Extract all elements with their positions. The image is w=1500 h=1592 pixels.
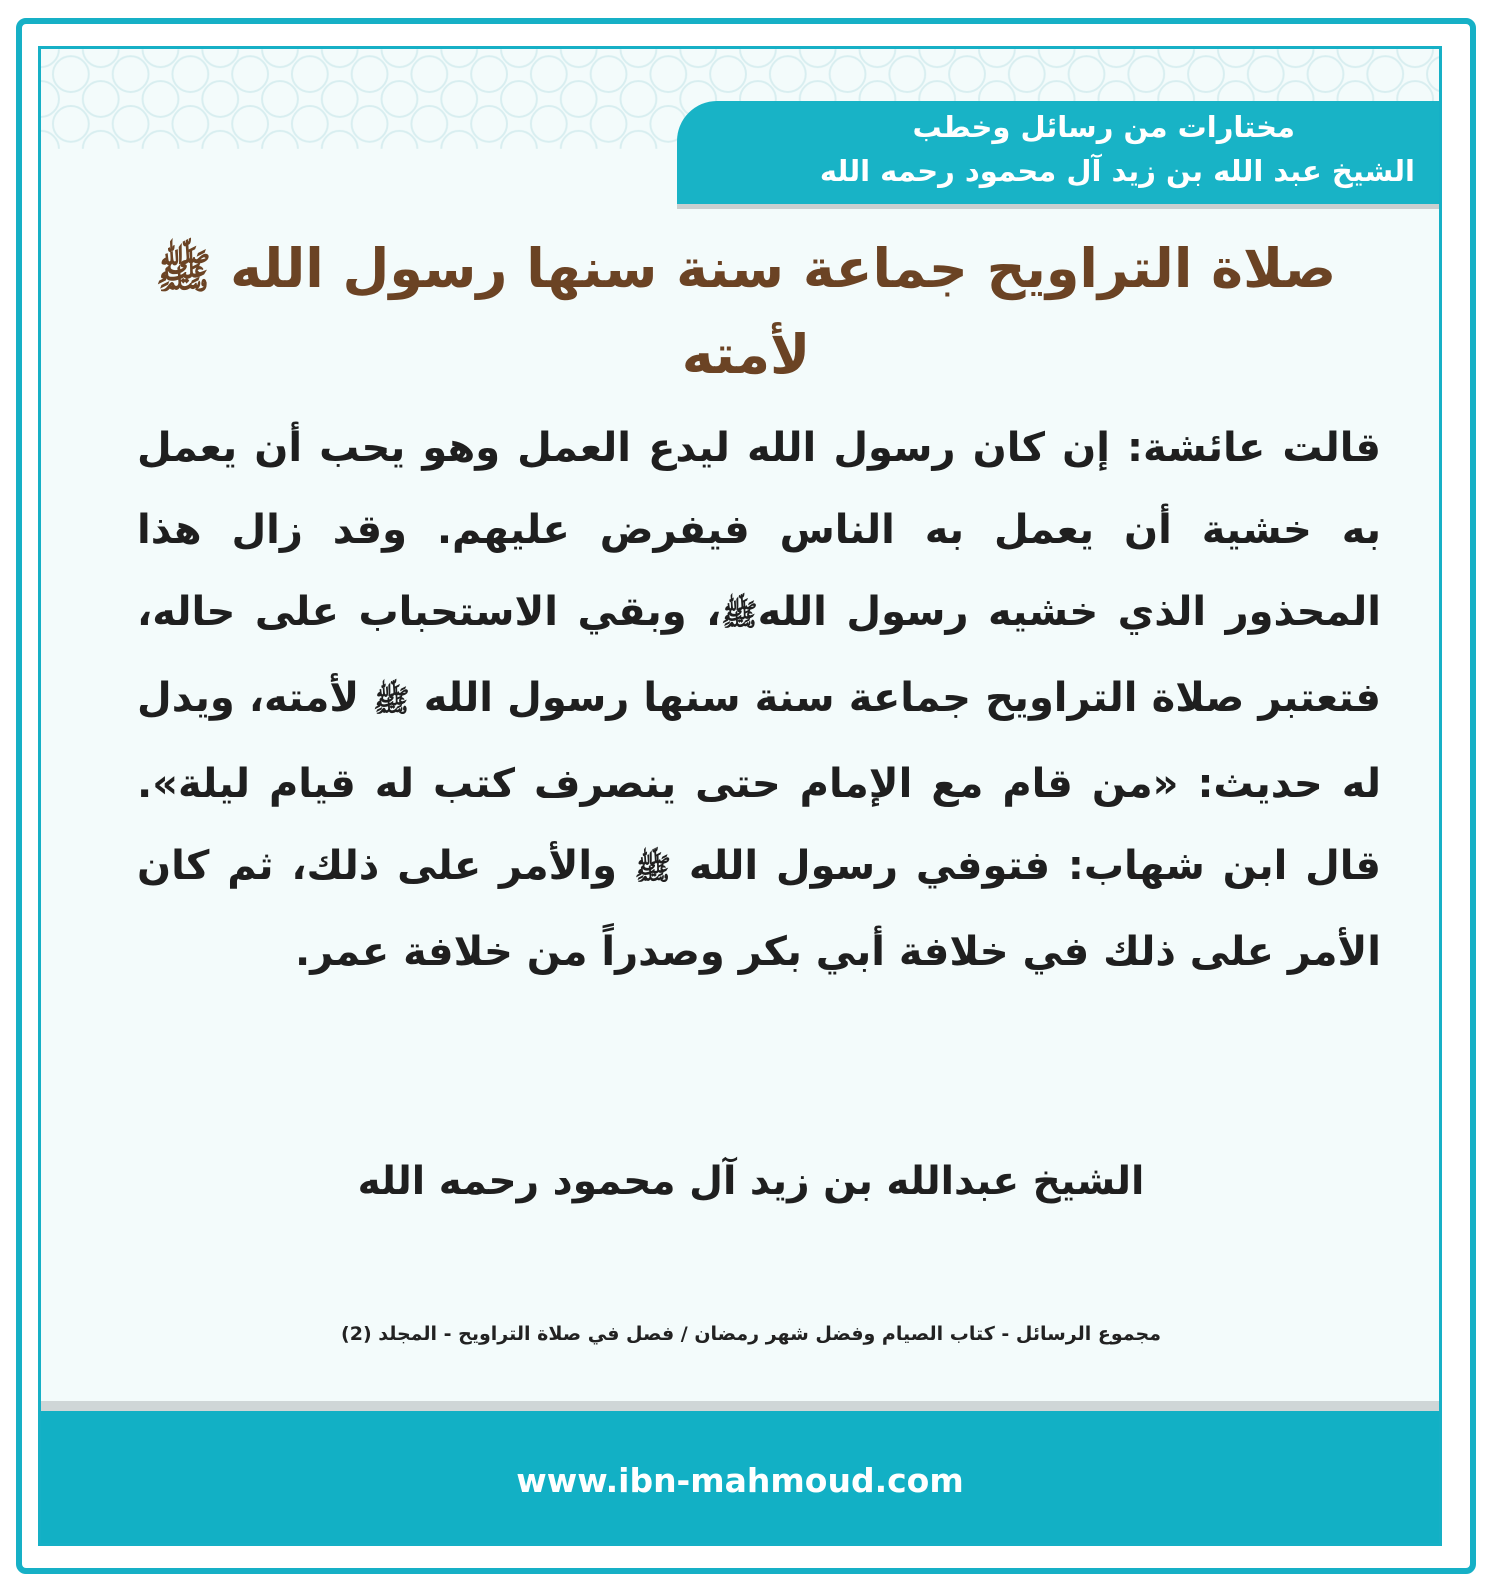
- pbuh-glyph: ﷺ: [721, 598, 758, 633]
- pbuh-glyph: ﷺ: [155, 244, 212, 298]
- title-text: صلاة التراويح جماعة سنة سنها رسول الله: [230, 237, 1337, 300]
- footer-bar: [41, 1411, 1439, 1546]
- pbuh-glyph: ﷺ: [634, 852, 672, 887]
- title-text-end: لأمته: [681, 323, 811, 386]
- header-author: الشيخ عبد الله بن زيد آل محمود رحمه الله: [819, 154, 1415, 188]
- header-subtitle: مختارات من رسائل وخطب: [912, 110, 1295, 144]
- header-banner: [677, 101, 1439, 204]
- pbuh-glyph: ﷺ: [373, 684, 410, 719]
- body-part-2: ، وبقي الاستحباب على حاله، فتعتبر صلاة التراويح جماعة سنة سنها رسول الله: [137, 589, 1381, 721]
- author-signature: الشيخ عبدالله بن زيد آل محمود رحمه الله: [357, 1159, 1145, 1204]
- body-part-1: قالت عائشة: إن كان رسول الله ليدع العمل وهو يحب أن يعمل به خشية أن يعمل به الناس فيفرض عليهم. وقد زال هذا المحذور الذي خشيه رسول الله: [137, 425, 1382, 635]
- content-card: [38, 46, 1442, 1546]
- page-title: [111, 227, 1381, 397]
- source-citation: مجموع الرسائل - كتاب الصيام وفضل شهر رمضان / فصل في صلاة التراويح - المجلد (2): [341, 1323, 1161, 1345]
- footer-divider: [41, 1401, 1439, 1411]
- body-part-4: والأمر على ذلك، ثم كان الأمر على ذلك في خلافة أبي بكر وصدراً من خلافة عمر.: [137, 843, 1381, 975]
- article-body: [137, 407, 1381, 993]
- body-part-3: لأمته، ويدل له حديث: «من قام مع الإمام حتى ينصرف كتب له قيام ليلة». قال ابن شهاب: فتوفي رسول الله: [137, 675, 1381, 889]
- website-link[interactable]: www.ibn-mahmoud.com: [516, 1461, 964, 1500]
